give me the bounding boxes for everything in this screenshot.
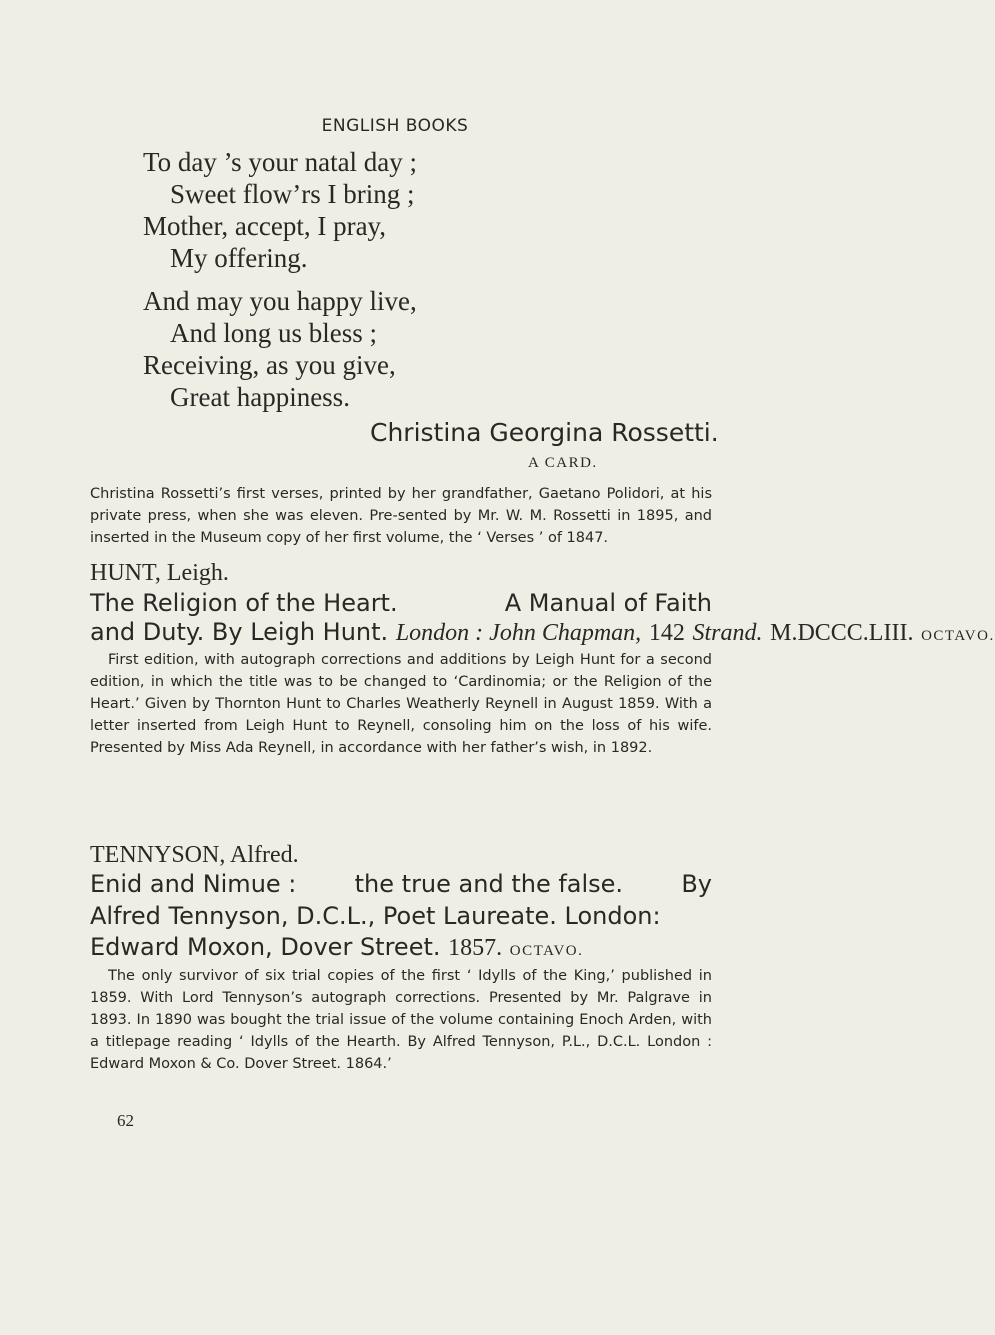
hunt-title-line-1: [90, 588, 712, 618]
poem-line: Great happiness.: [170, 382, 350, 412]
tennyson-title-part: By: [681, 870, 712, 898]
poem-line: And may you happy live,: [143, 286, 417, 316]
tennyson-year: 1857.: [448, 935, 503, 961]
hunt-format: OCTAVO.: [921, 628, 995, 644]
tennyson-title-part: Enid and Nimue :: [90, 870, 297, 898]
tennyson-title-part: the true and the false.: [354, 870, 624, 898]
poem-signature: Christina Georgina Rossetti.: [370, 418, 719, 447]
hunt-note: First edition, with autograph corrections and additions by Leigh Hunt for a second edition, in which the title was to be changed to ‘Cardinomia; or the Religion of the Heart.’ Given by Thornton Hunt to Charles Weatherly Reynell in August 1859. With a letter inserted from Leigh Hunt to Reynell, consoling him on the loss of his wife. Presented by Miss Ada Reynell, in accordance with her father’s wish, in 1892.: [90, 652, 712, 756]
hunt-title-part: The Religion of the Heart.: [90, 589, 398, 617]
tennyson-title-line-1: [90, 869, 712, 899]
hunt-title-part: A Manual of Faith: [504, 589, 712, 617]
poem-line: To day ’s your natal day ;: [143, 147, 418, 177]
tennyson-author-heading: TENNYSON, Alfred.: [90, 842, 299, 868]
page-number: 62: [117, 1111, 134, 1130]
tennyson-title-line-3: [90, 932, 583, 966]
tennyson-note: The only survivor of six trial copies of the first ‘ Idylls of the King,’ published in 1859. With Lord Tennyson’s autograph corrections. Presented by Mr. Palgrave in 1893. In 1890 was bought the trial issue of the volume containing Enoch Arden, with a titlepage reading ‘ Idylls of the Hearth. By Alfred Tennyson, P.L., D.C.L. London : Edward Moxon & Co. Dover Street. 1864.’: [90, 968, 712, 1072]
tennyson-title-line-2: Alfred Tennyson, D.C.L., Poet Laureate. London:: [90, 902, 661, 930]
running-head: ENGLISH BOOKS: [321, 116, 469, 136]
hunt-imprint-street: Strand.: [692, 620, 763, 646]
poem-line: Receiving, as you give,: [143, 350, 396, 380]
poem-line: My offering.: [170, 243, 308, 273]
tennyson-format: OCTAVO.: [509, 943, 584, 959]
hunt-title-part: and Duty. By Leigh Hunt.: [90, 618, 389, 646]
hunt-title-line-2: [90, 617, 995, 651]
rossetti-note: Christina Rossetti’s first verses, printed by her grandfather, Gaetano Polidori, at his private press, when she was eleven. Pre-sented by Mr. W. M. Rossetti in 1895, and inserted in the Museum copy of her first volume, the ‘ Verses ’ of 1847.: [90, 486, 712, 546]
hunt-imprint-year: M.DCCC.LIII.: [770, 620, 914, 646]
poem-line: And long us bless ;: [170, 318, 378, 348]
hunt-imprint-number: 142: [648, 620, 685, 646]
tennyson-imprint: Edward Moxon, Dover Street.: [90, 933, 441, 961]
poem-line: Sweet flow’rs I bring ;: [170, 179, 415, 209]
card-caption: A CARD.: [528, 455, 598, 471]
hunt-author-heading: HUNT, Leigh.: [90, 560, 229, 586]
poem-line: Mother, accept, I pray,: [143, 211, 387, 241]
hunt-imprint-place: London : John Chapman,: [395, 620, 642, 646]
